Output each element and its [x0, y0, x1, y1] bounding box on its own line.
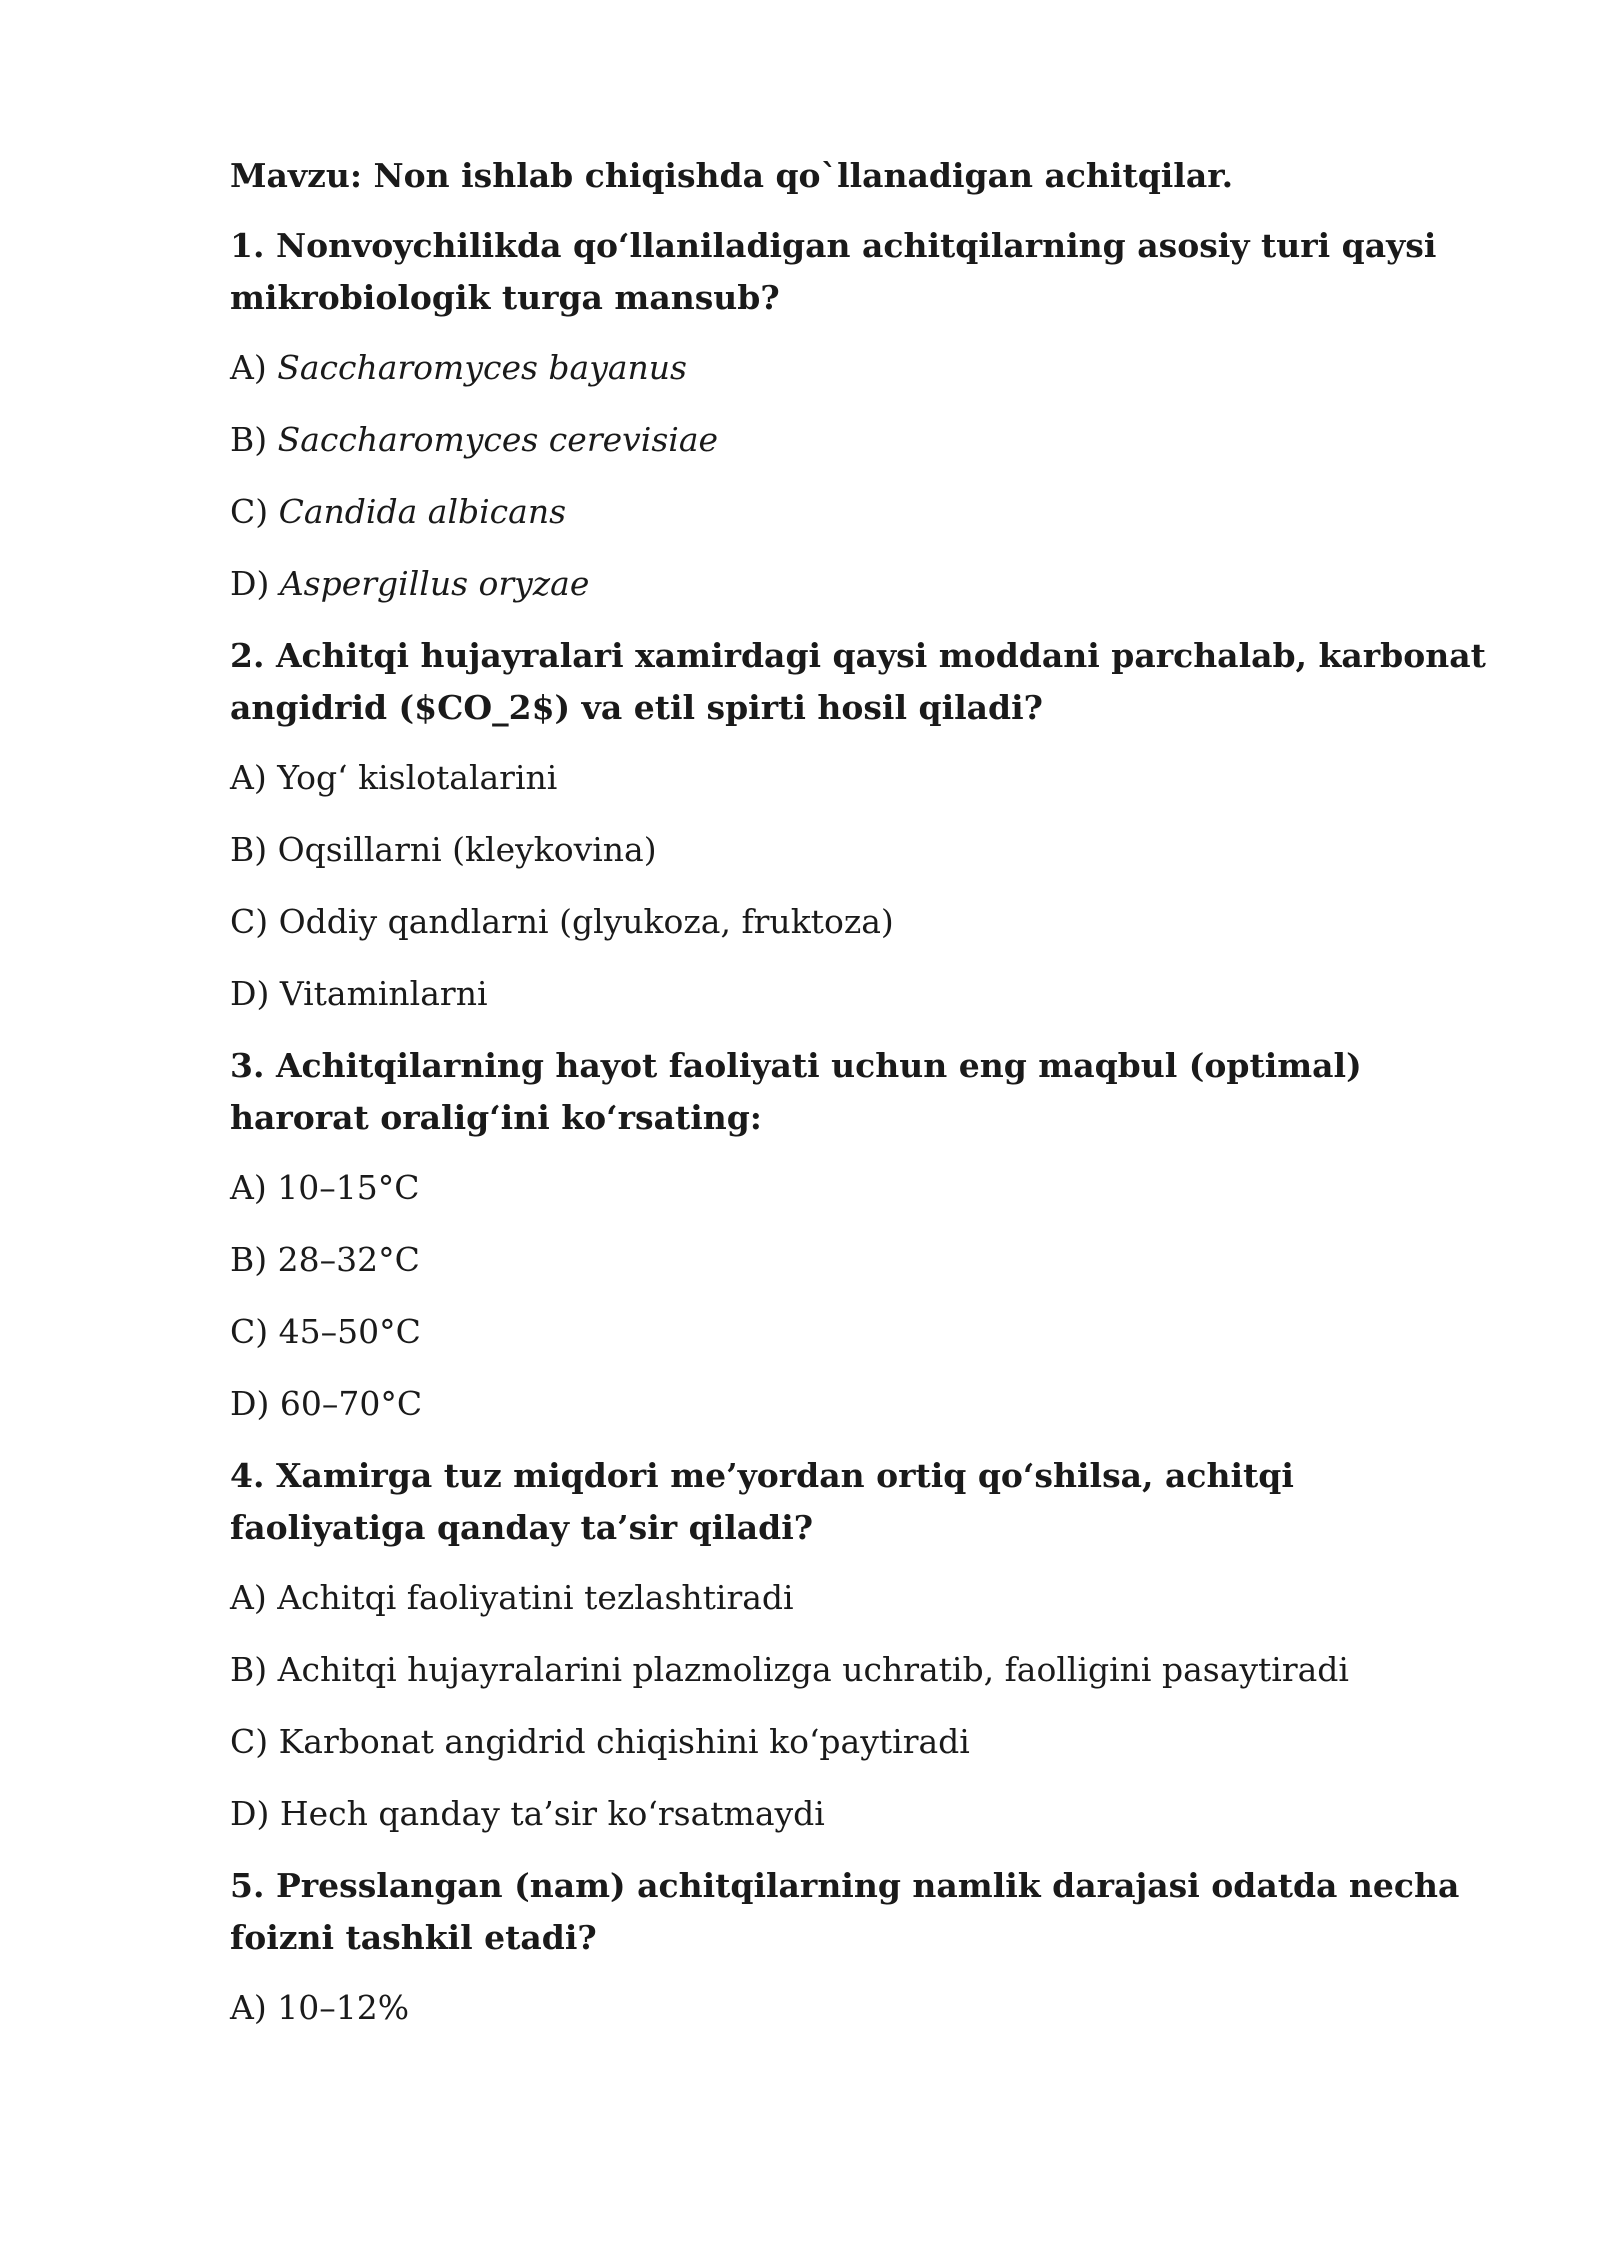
option-text: Yog‘ kislotalarini	[277, 758, 558, 797]
answer-option	[230, 1234, 1500, 1286]
option-letter: A)	[230, 1578, 267, 1617]
answer-option	[230, 968, 1500, 1020]
option-text: 28–32°C	[277, 1240, 420, 1279]
option-letter: B)	[230, 420, 268, 459]
option-text: Oddiy qandlarni (glyukoza, fruktoza)	[278, 902, 894, 941]
option-letter: A)	[230, 1168, 267, 1207]
option-text: Aspergillus oryzae	[279, 564, 590, 603]
question-block	[230, 1040, 1500, 1430]
answer-option	[230, 486, 1500, 538]
question-list	[230, 220, 1500, 2034]
option-letter: A)	[230, 758, 267, 797]
option-letter: B)	[230, 830, 268, 869]
option-text: Oqsillarni (kleykovina)	[277, 830, 657, 869]
question-text: 1. Nonvoychilikda qo‘llaniladigan achitqilarning asosiy turi qaysi mikrobiologik turga mansub?	[230, 226, 1437, 317]
option-text: 10–15°C	[277, 1168, 420, 1207]
answer-option	[230, 342, 1500, 394]
option-letter: D)	[230, 974, 270, 1013]
answer-option	[230, 1982, 1500, 2034]
option-letter: B)	[230, 1240, 268, 1279]
answer-option	[230, 824, 1500, 876]
option-letter: D)	[230, 1794, 270, 1833]
answer-option	[230, 1162, 1500, 1214]
topic-heading: Mavzu: Non ishlab chiqishda qo`llanadigan achitqilar.	[230, 156, 1234, 195]
option-text: Achitqi hujayralarini plazmolizga uchratib, faolligini pasaytiradi	[277, 1650, 1349, 1689]
option-text: Vitaminlarni	[279, 974, 488, 1013]
answer-option	[230, 558, 1500, 610]
option-text: 60–70°C	[279, 1384, 423, 1423]
answer-option	[230, 1378, 1500, 1430]
answer-option	[230, 414, 1500, 466]
option-letter: C)	[230, 1722, 269, 1761]
option-text: Saccharomyces cerevisiae	[277, 420, 719, 459]
question-text: 4. Xamirga tuz miqdori me’yordan ortiq qo‘shilsa, achitqi faoliyatiga qanday ta’sir qiladi?	[230, 1456, 1294, 1547]
answer-option	[230, 896, 1500, 948]
answer-option	[230, 1644, 1500, 1696]
answer-option	[230, 1716, 1500, 1768]
answer-option	[230, 752, 1500, 804]
option-text: 10–12%	[277, 1988, 410, 2027]
option-text: Achitqi faoliyatini tezlashtiradi	[277, 1578, 794, 1617]
option-letter: C)	[230, 492, 269, 531]
question-text: 3. Achitqilarning hayot faoliyati uchun eng maqbul (optimal) harorat oralig‘ini ko‘rsating:	[230, 1046, 1362, 1137]
option-letter: D)	[230, 564, 270, 603]
answer-option	[230, 1306, 1500, 1358]
option-letter: A)	[230, 1988, 267, 2027]
option-letter: A)	[230, 348, 267, 387]
option-text: Candida albicans	[278, 492, 567, 531]
option-letter: C)	[230, 1312, 269, 1351]
answer-option	[230, 1788, 1500, 1840]
option-text: 45–50°C	[278, 1312, 421, 1351]
question-block	[230, 220, 1500, 610]
document-content	[230, 150, 1500, 2054]
option-text: Hech qanday ta’sir ko‘rsatmaydi	[279, 1794, 825, 1833]
question-text: 2. Achitqi hujayralari xamirdagi qaysi moddani parchalab, karbonat angidrid ($CO_2$) va etil spirti hosil qiladi?	[230, 636, 1486, 727]
question-block	[230, 630, 1500, 1020]
option-text: Karbonat angidrid chiqishini ko‘paytiradi	[278, 1722, 970, 1761]
option-letter: D)	[230, 1384, 270, 1423]
question-block	[230, 1450, 1500, 1840]
option-letter: C)	[230, 902, 269, 941]
option-letter: B)	[230, 1650, 268, 1689]
answer-option	[230, 1572, 1500, 1624]
option-text: Saccharomyces bayanus	[277, 348, 687, 387]
question-text: 5. Presslangan (nam) achitqilarning namlik darajasi odatda necha foizni tashkil etadi?	[230, 1866, 1460, 1957]
question-block	[230, 1860, 1500, 2034]
